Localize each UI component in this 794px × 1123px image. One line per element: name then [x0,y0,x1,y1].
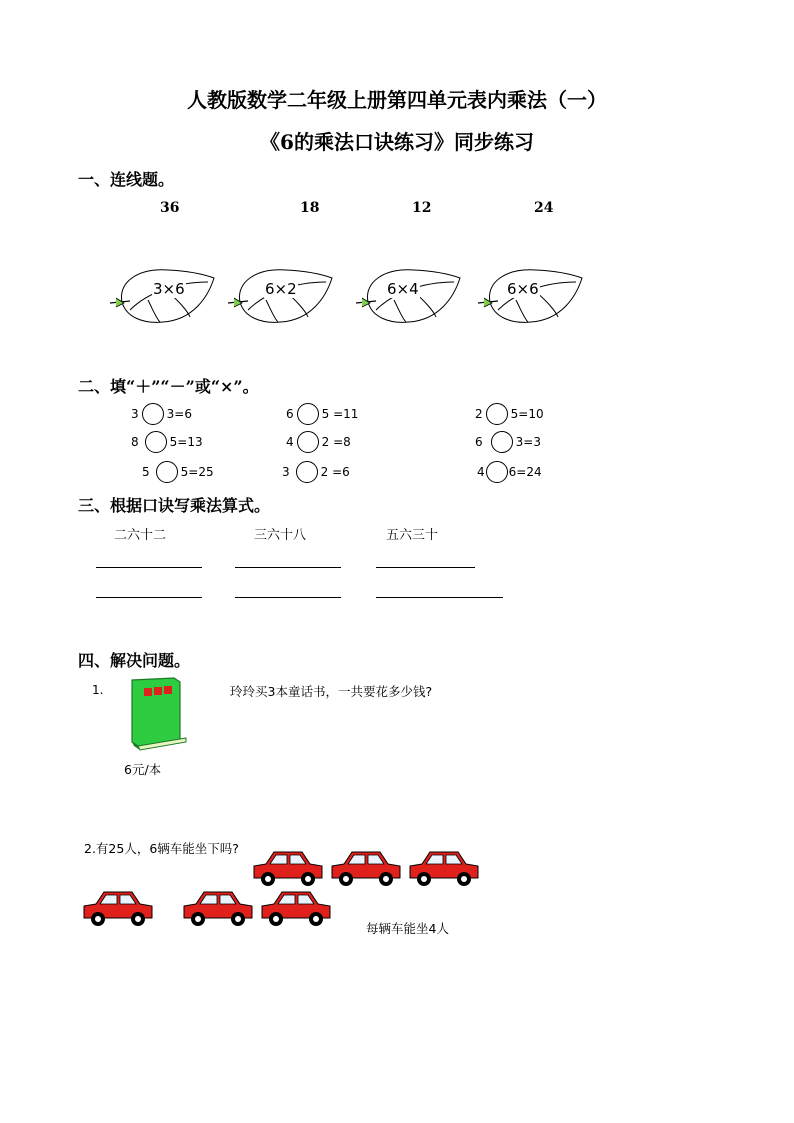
equation-r3c3 [477,461,542,483]
leaf-4[interactable] [476,262,586,328]
car [252,846,324,890]
number-4: 24 [534,200,554,216]
page-subtitle: 《6的乘法口诀练习》同步练习 [260,130,534,154]
operator-blank[interactable] [142,403,164,425]
answer-line[interactable] [235,567,341,568]
operand: 5 [142,465,150,479]
car-icon [408,846,480,890]
question1-number: 1. [92,683,104,697]
book-illustration [124,676,188,754]
result: 5=13 [169,435,203,449]
operator-blank[interactable] [297,403,319,425]
leaf-4-expression: 6×6 [507,280,539,298]
equation-r2c3 [475,431,541,453]
equation-r1c3 [475,403,544,425]
operand: 3 [282,465,290,479]
result: 2 =6 [320,465,350,479]
result: 3=3 [515,435,541,449]
car-icon [252,846,324,890]
result: 6=24 [508,465,542,479]
section2-heading: 二、填“＋”“－”或“×”。 [78,377,259,396]
car [408,846,480,890]
page-title: 人教版数学二年级上册第四单元表内乘法（一） [187,88,607,112]
operator-blank[interactable] [156,461,178,483]
result: 5=25 [180,465,214,479]
operand: 6 [475,435,483,449]
book-price: 6元/本 [124,762,162,777]
operand: 4 [477,465,485,479]
number-3: 12 [412,200,432,216]
question1-text: 玲玲买3本童话书，一共要花多少钱? [230,684,433,699]
question2-text: 2.有25人，6辆车能坐下吗? [84,841,239,856]
equation-r2c2 [286,431,351,453]
answer-line[interactable] [376,567,475,568]
operator-blank[interactable] [296,461,318,483]
answer-line[interactable] [96,567,202,568]
book-icon [124,676,188,754]
car-icon [82,886,154,930]
car [82,886,154,930]
leaf-2-expression: 6×2 [265,280,297,298]
result: 3=6 [166,407,192,421]
equation-r2c1 [131,431,203,453]
operand: 2 [475,407,483,421]
car-icon [330,846,402,890]
car [182,886,254,930]
operand: 4 [286,435,294,449]
car-icon [260,886,332,930]
leaf-3-expression: 6×4 [387,280,419,298]
phrase-3: 五六三十 [386,528,439,543]
result: 5 =11 [321,407,359,421]
operand: 8 [131,435,139,449]
phrase-1: 二六十二 [114,528,167,543]
equation-r3c2 [282,461,350,483]
operator-blank[interactable] [486,403,508,425]
result: 5=10 [510,407,544,421]
operand: 3 [131,407,139,421]
phrase-2: 三六十八 [254,528,307,543]
car [260,886,332,930]
answer-line[interactable] [376,597,503,598]
leaf-3[interactable] [354,262,464,328]
equation-r3c1 [142,461,214,483]
car [330,846,402,890]
operand: 6 [286,407,294,421]
section1-heading: 一、连线题。 [78,170,175,189]
section4-heading: 四、解决问题。 [78,651,191,670]
equation-r1c2 [286,403,358,425]
number-1: 36 [160,200,180,216]
operator-blank[interactable] [297,431,319,453]
question2-note: 每辆车能坐4人 [366,921,449,936]
answer-line[interactable] [96,597,202,598]
leaf-1-expression: 3×6 [153,280,185,298]
equation-r1c1 [131,403,192,425]
operator-blank[interactable] [145,431,167,453]
operator-blank[interactable] [491,431,513,453]
section3-heading: 三、根据口诀写乘法算式。 [78,496,271,515]
result: 2 =8 [321,435,351,449]
answer-line[interactable] [235,597,341,598]
number-2: 18 [300,200,320,216]
leaf-1[interactable] [108,262,218,328]
leaf-2[interactable] [226,262,336,328]
car-icon [182,886,254,930]
operator-blank[interactable] [486,461,508,483]
